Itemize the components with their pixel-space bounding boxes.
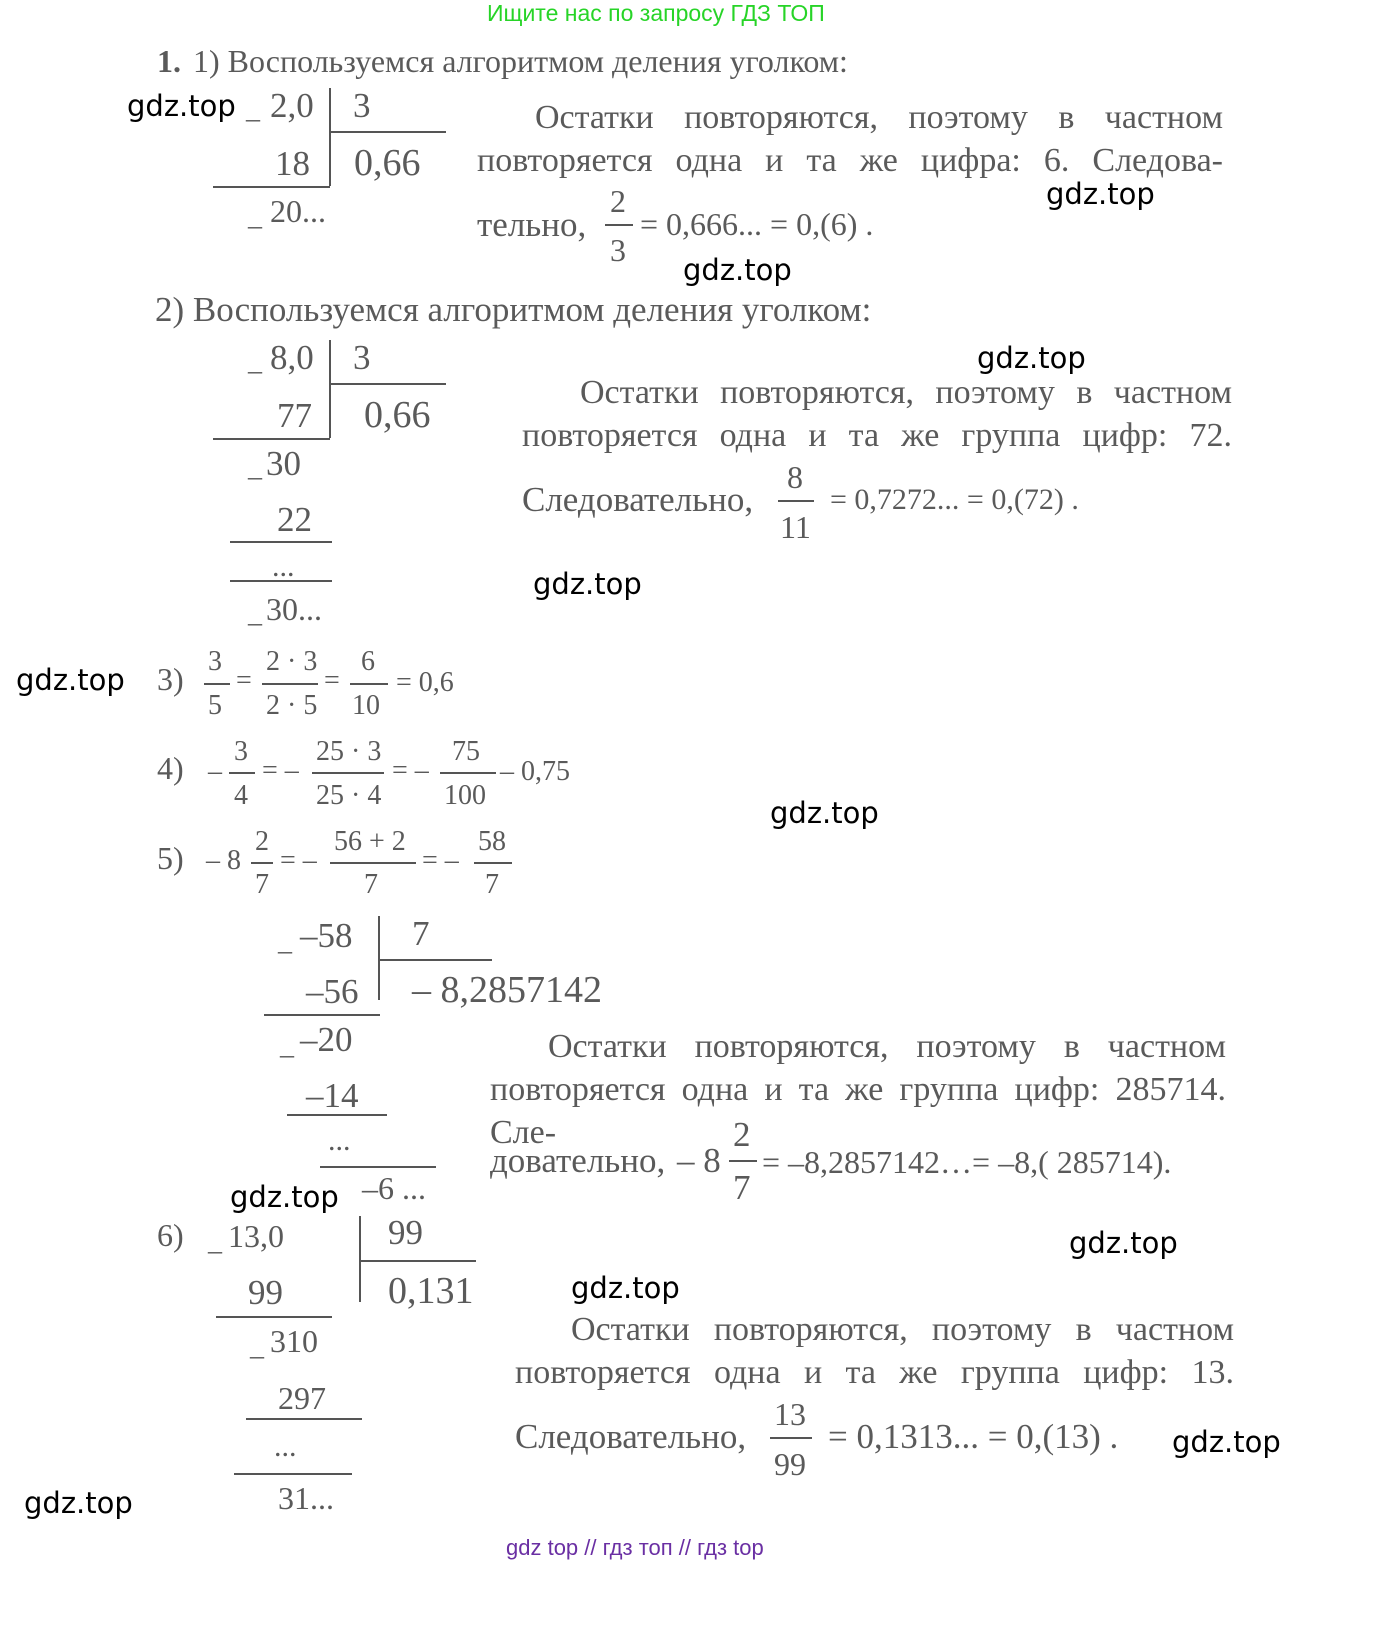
part2-remainder: 30 — [266, 444, 301, 483]
division-bar — [378, 916, 380, 1000]
part5-remainder: –20 — [300, 1020, 353, 1059]
fraction-numerator: 75 — [452, 736, 480, 767]
part6-quotient: 0,131 — [388, 1270, 474, 1312]
fraction-numerator: 8 — [787, 459, 803, 495]
fraction-denominator: 3 — [610, 232, 626, 268]
division-underline — [320, 1166, 436, 1168]
division-underline — [287, 1114, 387, 1116]
division-underline — [213, 438, 330, 440]
part6-explanation: Остатки повторяются, поэтому в частном повторяется одна и та же группа цифр: 13. — [515, 1311, 1234, 1391]
division-underline — [213, 186, 330, 188]
fraction-denominator: 7 — [733, 1168, 751, 1207]
part6-subtrahend: 297 — [278, 1380, 326, 1416]
minus-sign: _ — [278, 926, 292, 957]
part5-subtrahend: –14 — [306, 1076, 359, 1115]
fraction-denominator: 10 — [352, 690, 380, 721]
watermark: gdz.top — [1046, 177, 1155, 211]
minus-sign: _ — [208, 1226, 222, 1257]
footer-links[interactable]: gdz top // гдз топ // гдз top — [506, 1535, 764, 1560]
division-underline — [246, 1418, 362, 1420]
part5-divisor: 7 — [412, 914, 430, 953]
part6-label: 6) — [157, 1217, 184, 1253]
watermark: gdz.top — [24, 1486, 133, 1520]
part2-dots: ... — [272, 550, 295, 583]
watermark: gdz.top — [977, 341, 1086, 375]
part5-subtrahend: –56 — [306, 972, 359, 1011]
search-banner[interactable]: Ищите нас по запросу ГДЗ ТОП — [487, 0, 825, 26]
fraction-numerator: 56 + 2 — [334, 826, 406, 857]
part2-subtrahend: 77 — [277, 396, 312, 435]
fraction-numerator: 2 — [733, 1115, 751, 1154]
part2-explanation: Остатки повторяются, поэтому в частном повторяется одна и та же группа цифр: 72. — [522, 374, 1232, 454]
fraction-denominator: 5 — [208, 690, 222, 721]
fraction-numerator: 6 — [361, 646, 375, 677]
fraction-numerator: 3 — [208, 646, 222, 677]
part1-conclusion-label: тельно, — [477, 205, 587, 244]
fraction-numerator: 25 · 3 — [316, 736, 382, 767]
fraction-numerator: 58 — [478, 826, 506, 857]
fraction-bar — [440, 772, 496, 774]
division-bar — [329, 340, 331, 438]
fraction-denominator: 99 — [774, 1446, 806, 1482]
fraction-bar — [204, 683, 230, 685]
part4-operator: = – — [392, 755, 429, 786]
part1-divisor: 3 — [353, 86, 371, 125]
part6-divisor: 99 — [388, 1213, 423, 1252]
minus-sign: _ — [248, 598, 262, 629]
division-bar — [360, 1260, 476, 1262]
division-bar — [330, 131, 446, 133]
part5-operator: = – — [422, 845, 459, 876]
fraction-bar — [229, 772, 255, 774]
part5-explanation: Остатки повторяются, поэтому в частном повторяется одна и та же группа цифр: 285714. Сле- — [490, 1028, 1226, 1151]
fraction-bar — [770, 1437, 812, 1439]
minus-sign: – — [208, 756, 222, 787]
watermark: gdz.top — [770, 796, 879, 830]
part5-result: = –8,2857142…= –8,( 285714). — [762, 1144, 1172, 1180]
part1-subtrahend: 18 — [275, 144, 310, 183]
fraction-numerator: 2 — [255, 826, 269, 857]
fraction-bar — [729, 1160, 757, 1162]
task-number: 1. — [157, 43, 181, 79]
fraction-denominator: 7 — [364, 869, 378, 900]
part5-conclusion-label: довательно, — [490, 1141, 666, 1180]
part1-explanation: Остатки повторяются, поэтому в частном повторяется одна и та же цифра: 6. Следова- — [477, 99, 1223, 179]
fraction-denominator: 11 — [780, 509, 811, 545]
fraction-bar — [262, 683, 318, 685]
part5-operator: = – — [280, 845, 317, 876]
minus-sign: _ — [248, 452, 262, 483]
part5-quotient: – 8,2857142 — [412, 969, 602, 1011]
part3-label: 3) — [157, 661, 184, 697]
part4-label: 4) — [157, 750, 184, 786]
part6-result: = 0,1313... = 0,(13) . — [828, 1417, 1119, 1456]
part6-dividend: 13,0 — [228, 1218, 284, 1254]
part1-heading: 1) Воспользуемся алгоритмом деления уголком: — [193, 43, 848, 79]
fraction-bar — [778, 500, 814, 502]
division-bar — [359, 1216, 361, 1302]
fraction-denominator: 100 — [444, 780, 486, 811]
part6-remainder: 310 — [270, 1323, 318, 1359]
watermark: gdz.top — [127, 89, 236, 123]
fraction-numerator: 2 — [610, 183, 626, 219]
fraction-numerator: 2 · 3 — [266, 646, 318, 677]
part4-operator: = – — [262, 755, 299, 786]
part6-dots: ... — [274, 1430, 297, 1463]
fraction-bar — [350, 683, 388, 685]
fraction-numerator: 13 — [774, 1396, 806, 1432]
fraction-denominator: 25 · 4 — [316, 780, 382, 811]
fraction-bar — [605, 224, 633, 226]
watermark: gdz.top — [16, 663, 125, 697]
part2-heading: 2) Воспользуемся алгоритмом деления уголком: — [155, 290, 872, 329]
fraction-bar — [251, 862, 273, 864]
fraction-denominator: 2 · 5 — [266, 690, 318, 721]
part6-remainder: 31... — [278, 1480, 334, 1516]
watermark: gdz.top — [533, 567, 642, 601]
minus-sign: _ — [280, 1030, 294, 1061]
part1-result: = 0,666... = 0,(6) . — [640, 206, 874, 242]
division-bar — [329, 88, 331, 186]
fraction-bar — [330, 862, 416, 864]
part6-conclusion-label: Следовательно, — [515, 1417, 747, 1456]
part1-dividend: 2,0 — [270, 86, 314, 125]
part2-dividend: 8,0 — [270, 338, 314, 377]
part3-result: = 0,6 — [396, 667, 454, 698]
watermark: gdz.top — [230, 1180, 339, 1214]
fraction-denominator: 7 — [255, 869, 269, 900]
fraction-bar — [312, 772, 384, 774]
watermark: gdz.top — [683, 253, 792, 287]
equals-sign: = — [236, 665, 252, 696]
part5-remainder: –6 ... — [362, 1170, 426, 1206]
part1-quotient: 0,66 — [354, 142, 421, 184]
part2-subtrahend: 22 — [277, 500, 312, 539]
part2-remainder: 30... — [266, 591, 322, 627]
part2-quotient: 0,66 — [364, 394, 431, 436]
part2-divisor: 3 — [353, 338, 371, 377]
part5-label: 5) — [157, 840, 184, 876]
watermark: gdz.top — [1172, 1425, 1281, 1459]
part5-dots: ... — [328, 1124, 351, 1157]
fraction-denominator: 7 — [485, 869, 499, 900]
part5-whole: – 8 — [206, 845, 241, 876]
part5-dividend: –58 — [300, 916, 353, 955]
part2-result: = 0,7272... = 0,(72) . — [830, 483, 1079, 516]
part2-conclusion-label: Следовательно, — [522, 480, 754, 519]
equals-sign: = — [324, 665, 340, 696]
division-underline — [230, 541, 332, 543]
part1-remainder: 20... — [270, 193, 326, 229]
division-bar — [330, 383, 446, 385]
fraction-denominator: 4 — [234, 780, 248, 811]
division-underline — [234, 1473, 352, 1475]
minus-sign: _ — [248, 346, 262, 377]
minus-sign: _ — [248, 201, 262, 232]
part6-subtrahend: 99 — [248, 1273, 283, 1312]
minus-sign: _ — [246, 94, 260, 125]
fraction-numerator: 3 — [234, 736, 248, 767]
division-underline — [264, 1014, 380, 1016]
division-underline — [216, 1316, 332, 1318]
minus-sign: _ — [250, 1331, 264, 1362]
division-underline — [230, 580, 332, 582]
watermark: gdz.top — [571, 1271, 680, 1305]
part5-whole: – 8 — [677, 1141, 721, 1180]
part4-result: – 0,75 — [500, 756, 570, 787]
watermark: gdz.top — [1069, 1226, 1178, 1260]
division-bar — [380, 959, 492, 961]
fraction-bar — [474, 862, 512, 864]
